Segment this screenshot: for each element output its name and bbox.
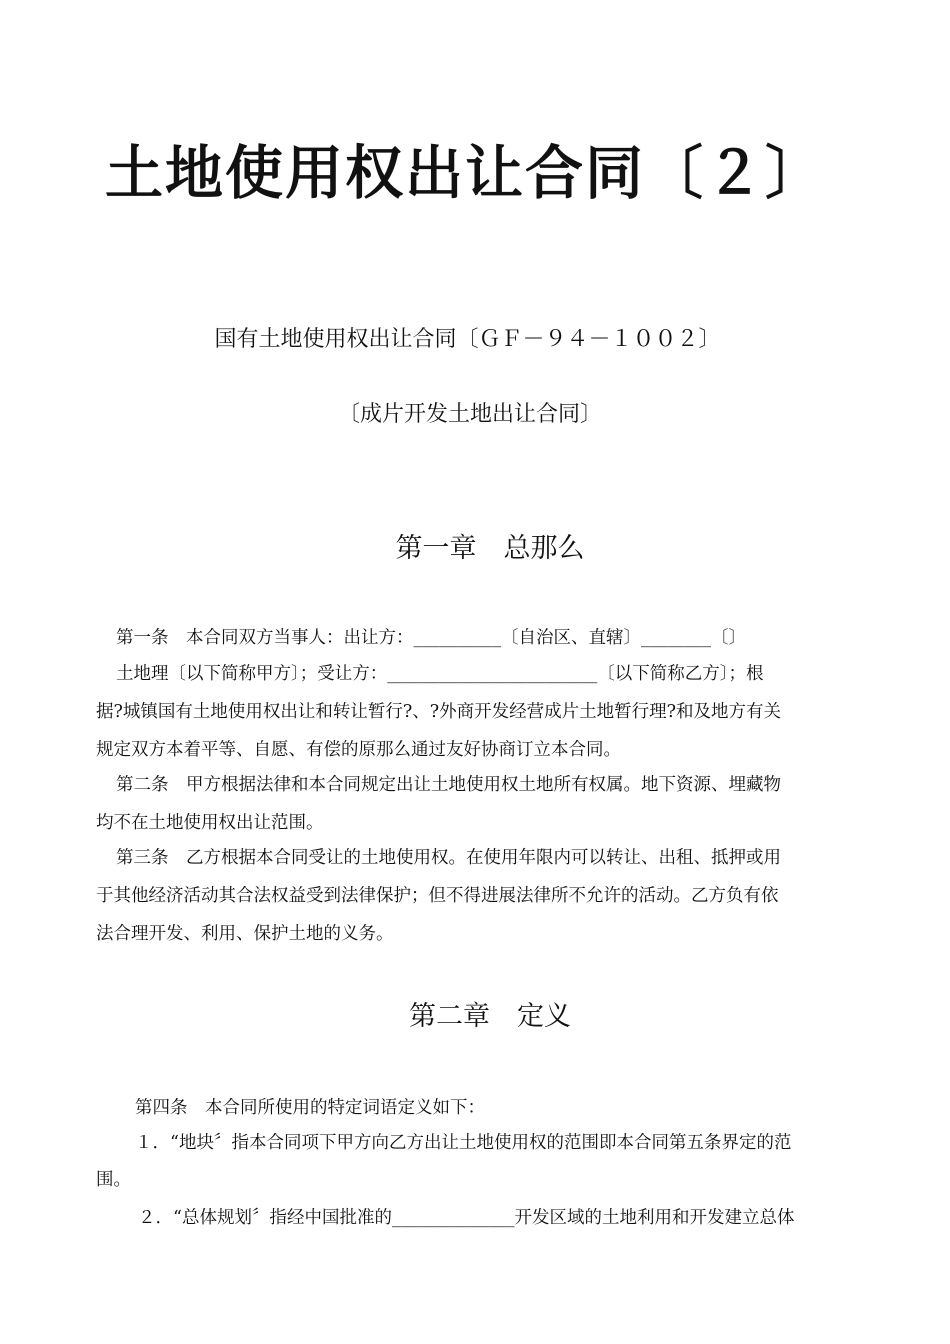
definition-2-line-1: ２．“总体规划〞指经中国批准的______________开发区域的土地利用和开发建立总体	[138, 1208, 795, 1228]
document-subtitle-2: 〔成片开发土地出让合同〕	[337, 402, 602, 427]
article-3-line-1: 第三条 乙方根据本合同受让的土地使用权。在使用年限内可以转让、出租、抵押或用	[116, 848, 781, 868]
article-1-line-3: 据?城镇国有土地使用权出让和转让暂行?、?外商开发经营成片土地暂行理?和及地方有关	[96, 702, 782, 722]
document-title: 土地使用权出让合同〔２〕	[104, 139, 825, 207]
article-1-line-1: 第一条 本合同双方当事人：出让方：__________〔自治区、直辖〕________〔〕	[116, 628, 746, 648]
chapter-1-heading: 第一章 总那么	[395, 533, 585, 564]
definition-1-line-2: 围。	[96, 1170, 131, 1190]
article-3-line-3: 法合理开发、利用、保护土地的义务。	[96, 924, 394, 944]
article-4-line-1: 第四条 本合同所使用的特定词语定义如下：	[135, 1098, 485, 1118]
article-2-line-1: 第二条 甲方根据法律和本合同规定出让土地使用权土地所有权属。地下资源、埋藏物	[116, 775, 781, 795]
article-2-line-2: 均不在土地使用权出让范围。	[96, 813, 324, 833]
chapter-2-heading: 第二章 定义	[409, 1001, 571, 1032]
definition-1-line-1: １．“地块〞指本合同项下甲方向乙方出让土地使用权的范围即本合同第五条界定的范	[135, 1133, 792, 1153]
document-subtitle: 国有土地使用权出让合同〔ＧＦ－９４－１００２〕	[214, 327, 721, 352]
article-1-line-4: 规定双方本着平等、自愿、有偿的原那么通过友好协商订立本合同。	[96, 740, 621, 760]
article-1-line-2: 土地理〔以下简称甲方〕；受让方：________________________〔以下简称乙方〕；根	[116, 664, 764, 684]
article-3-line-2: 于其他经济活动其合法权益受到法律保护；但不得进展法律所不允许的活动。乙方负有依	[96, 886, 779, 906]
